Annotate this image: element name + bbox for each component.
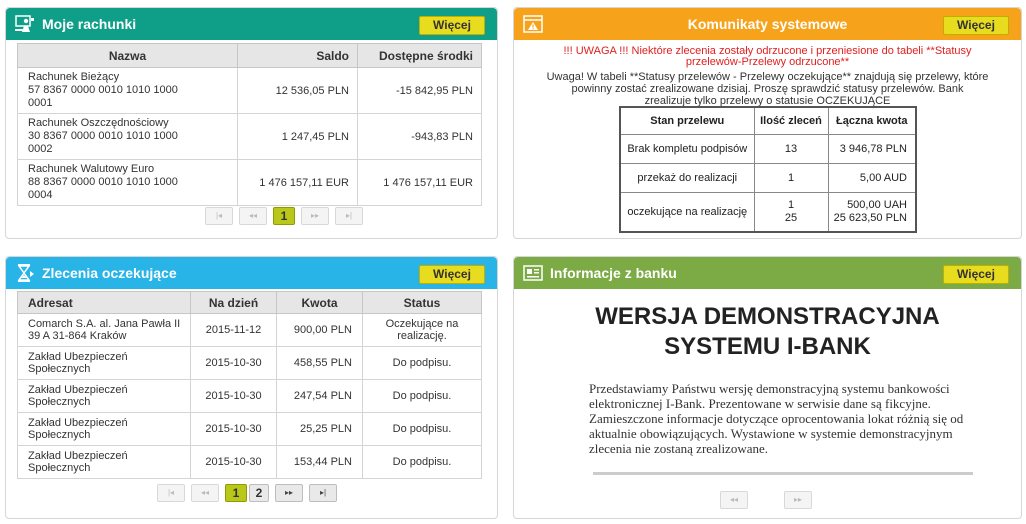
hourglass-icon [14,263,36,283]
pager-next-button[interactable]: ▸▸ [301,207,329,225]
recipient-cell[interactable] [18,446,191,479]
recipient-cell[interactable] [18,413,191,446]
account-number-end: 0001 [28,97,53,109]
order-status: Do podpisu. [363,413,482,446]
bank-info-more-button[interactable]: Więcej [943,265,1009,284]
pager-next-button[interactable]: ▸▸ [784,491,812,509]
column-header-recipient[interactable]: Adresat [18,292,191,314]
account-balance: 12 536,05 PLN [238,68,358,114]
column-header-status[interactable]: Status [363,292,482,314]
recipient-line: Comarch S.A. al. Jana Pawła II [28,318,181,330]
pager-page-1[interactable]: 1 [225,484,247,502]
news-icon [522,263,544,283]
info-heading [513,302,1022,362]
account-available: 1 476 157,11 EUR [358,160,482,206]
pager-last-button[interactable]: ▸| [335,207,363,225]
bank-info-title: Informacje z banku [550,265,677,281]
recipient-line: 39 A 31-864 Kraków [28,330,127,342]
order-status: Oczekujące na [385,318,459,330]
system-messages-header [514,8,1021,40]
pager-first-button[interactable]: |◂ [157,484,185,502]
column-header-count: Ilość zleceń [754,107,828,134]
account-number: 30 8367 0000 0010 1010 1000 [28,130,178,142]
account-available: -943,83 PLN [358,114,482,160]
transfer-amount: 25 623,50 PLN [833,211,907,224]
order-date: 2015-10-30 [191,347,277,380]
transfer-state[interactable]: Brak kompletu podpisów [620,134,754,163]
transfer-count: 25 [784,211,798,224]
pending-orders-title: Zlecenia oczekujące [42,265,177,281]
table-row[interactable] [620,134,916,163]
recipient-cell[interactable] [18,347,191,380]
pager-prev-button[interactable]: ◂◂ [720,491,748,509]
pending-orders-header [6,257,497,289]
order-status: realizację. [397,330,447,342]
column-header-state: Stan przelewu [620,107,754,134]
table-row[interactable] [18,413,482,446]
order-date: 2015-10-30 [191,413,277,446]
pending-orders-table [17,291,482,479]
info-heading-line: SYSTEMU I-BANK [664,333,871,360]
pending-orders-more-button[interactable]: Więcej [419,265,485,284]
recipient-line: Społecznych [28,429,91,441]
account-balance: 1 476 157,11 EUR [238,160,358,206]
info-divider [593,472,973,475]
recipient-cell[interactable] [18,314,191,347]
table-row[interactable] [18,347,482,380]
accounts-header [6,8,497,40]
account-balance: 1 247,45 PLN [238,114,358,160]
transfer-amount: 5,00 AUD [828,163,916,192]
order-status: Do podpisu. [363,347,482,380]
transfer-count: 13 [754,134,828,163]
transfer-count: 1 [754,163,828,192]
transfer-amount: 500,00 UAH [847,198,907,211]
account-name: Rachunek Oszczędnościowy [28,117,169,129]
info-pager [720,491,812,509]
recipient-cell[interactable] [18,380,191,413]
system-messages-title: Komunikaty systemowe [687,16,848,32]
transfer-status-table [619,106,917,233]
order-amount: 25,25 PLN [277,413,363,446]
transfer-state[interactable]: oczekujące na realizację [620,192,754,232]
column-header-date[interactable]: Na dzień [191,292,277,314]
order-status: Do podpisu. [363,380,482,413]
recipient-line: Społecznych [28,363,91,375]
account-name: Rachunek Bieżący [28,71,120,83]
order-status: Do podpisu. [363,446,482,479]
recipient-line: Zakład Ubezpieczeń [28,351,128,363]
account-name-cell[interactable] [18,68,238,114]
account-number-end: 0002 [28,143,53,155]
column-header-balance[interactable]: Saldo [238,44,358,68]
account-number: 57 8367 0000 0010 1010 1000 [28,84,178,96]
account-number-end: 0004 [28,189,53,201]
transfer-count-cell [754,192,828,232]
system-messages-more-button[interactable]: Więcej [943,16,1009,35]
table-row[interactable] [18,380,482,413]
transfer-state[interactable]: przekaż do realizacji [620,163,754,192]
account-name-cell[interactable] [18,114,238,160]
account-number: 88 8367 0000 0010 1010 1000 [28,176,178,188]
transfer-amount-cell [828,192,916,232]
account-name-cell[interactable] [18,160,238,206]
recipient-line: Społecznych [28,396,91,408]
transfer-amount: 3 946,78 PLN [828,134,916,163]
warning-line: !!! UWAGA !!! Niektóre zlecenia zostały odrzucone i przeniesione do tabeli **Statusy [563,45,972,57]
table-row[interactable] [620,192,916,232]
order-date: 2015-11-12 [191,314,277,347]
recipient-line: Zakład Ubezpieczeń [28,417,128,429]
accounts-title: Moje rachunki [42,16,137,32]
table-row[interactable] [620,163,916,192]
column-header-amount[interactable]: Kwota [277,292,363,314]
transfer-count: 1 [787,198,795,211]
column-header-amount: Łączna kwota [828,107,916,134]
pager-first-button[interactable]: |◂ [205,207,233,225]
order-date: 2015-10-30 [191,446,277,479]
table-row[interactable] [18,314,482,347]
order-status-cell [363,314,482,347]
accounts-pager [205,207,363,225]
accounts-table [17,43,482,206]
pager-last-button[interactable]: ▸| [309,484,337,502]
info-text: Przedstawiamy Państwu wersję demonstracyjną systemu bankowości elektronicznej I-Bank. Prezentowane w serwisie dane są fikcyjne. Zamieszczone informacje dotyczące oprocentowania lokat różnią się od aktualnie obowiązujących. Wystawione w systemie demonstracyjnym zlecenia nie zostaną zrealizowane. [589,381,964,456]
pager-page-1[interactable]: 1 [273,207,295,225]
orders-pager [157,484,337,502]
user-desk-icon [14,14,36,34]
account-name: Rachunek Walutowy Euro [28,163,155,175]
system-warning [525,46,1010,68]
recipient-line: Zakład Ubezpieczeń [28,384,128,396]
order-amount: 247,54 PLN [277,380,363,413]
recipient-line: Zakład Ubezpieczeń [28,450,128,462]
note-line: powinny zostać zrealizowane dzisiaj. Proszę sprawdzić statusy przelewów. Bank [571,83,964,95]
info-heading-line: WERSJA DEMONSTRACYJNA [595,303,940,330]
system-note [525,71,1010,107]
order-amount: 900,00 PLN [277,314,363,347]
pager-next-button[interactable]: ▸▸ [275,484,303,502]
note-line: zrealizuje tylko przelewy o statusie OCZEKUJĄCE [644,95,891,107]
table-row[interactable] [18,114,482,160]
accounts-more-button[interactable]: Więcej [419,16,485,35]
pager-prev-button[interactable]: ◂◂ [191,484,219,502]
order-amount: 153,44 PLN [277,446,363,479]
order-date: 2015-10-30 [191,380,277,413]
pager-page-2[interactable]: 2 [249,484,269,502]
column-header-available[interactable]: Dostępne środki [358,44,482,68]
warning-line: przelewów-Przelewy odrzucone** [685,56,850,68]
table-row[interactable] [18,160,482,206]
column-header-name[interactable]: Nazwa [18,44,238,68]
table-row[interactable] [18,446,482,479]
recipient-line: Społecznych [28,462,91,474]
pager-prev-button[interactable]: ◂◂ [239,207,267,225]
table-row[interactable] [18,68,482,114]
note-line: Uwaga! W tabeli **Statusy przelewów - Przelewy oczekujące** znajdują się przelewy, które [546,71,989,83]
account-available: -15 842,95 PLN [358,68,482,114]
order-amount: 458,55 PLN [277,347,363,380]
bank-info-header [514,257,1021,289]
